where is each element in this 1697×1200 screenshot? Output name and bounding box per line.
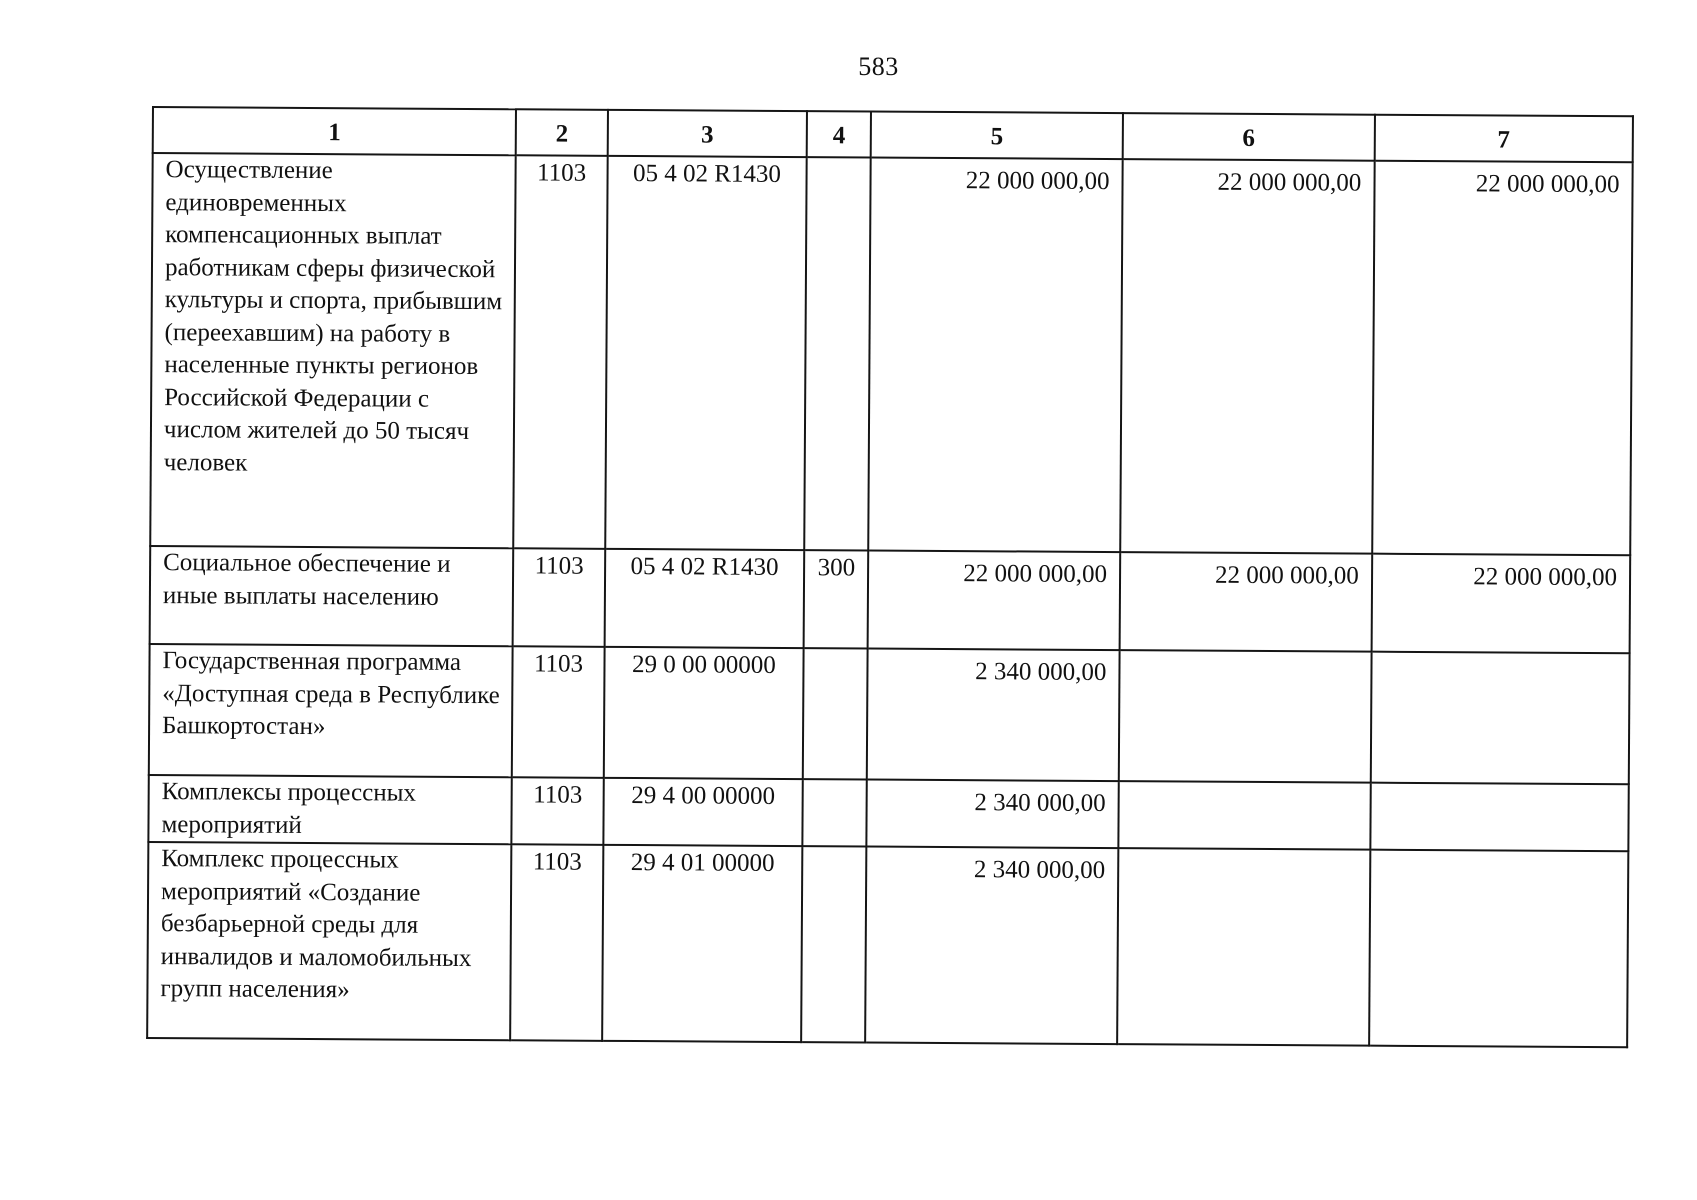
row-amount-col7	[1370, 652, 1629, 785]
page-number: 583	[858, 52, 899, 81]
row-name: Государственная программа «Доступная среда в Республике Башкортостан»	[149, 644, 513, 777]
row-amount-col6: 22 000 000,00	[1120, 159, 1374, 554]
row-expense-type	[803, 648, 868, 779]
row-name: Социальное обеспечение и иные выплаты населению	[150, 546, 514, 646]
row-target-code: 05 4 02 R1430	[604, 549, 804, 648]
row-target-code: 05 4 02 R1430	[605, 156, 807, 550]
table-row	[148, 775, 1628, 851]
column-header-1: 1	[153, 107, 517, 155]
row-amount-col6	[1119, 650, 1372, 783]
row-amount-col6	[1118, 781, 1370, 850]
column-header-5: 5	[871, 112, 1123, 160]
budget-table	[146, 106, 1634, 1048]
column-header-3: 3	[607, 110, 807, 157]
row-expense-type: 300	[804, 550, 869, 648]
row-target-code: 29 0 00 00000	[603, 647, 803, 779]
row-amount-col6: 22 000 000,00	[1120, 552, 1372, 652]
row-section: 1103	[514, 155, 608, 549]
row-name: Комплекс процессных мероприятий «Создание безбарьерной среды для инвалидов и маломобильных групп населения»	[147, 842, 512, 1040]
row-amount-col6	[1117, 848, 1370, 1046]
row-section: 1103	[511, 844, 603, 1041]
row-target-code: 29 4 00 00000	[603, 778, 803, 846]
row-amount-col5: 22 000 000,00	[868, 551, 1120, 651]
row-amount-col5: 2 340 000,00	[867, 780, 1119, 849]
column-header-4: 4	[807, 111, 871, 157]
row-amount-col5: 2 340 000,00	[867, 649, 1120, 782]
row-amount-col5: 2 340 000,00	[865, 847, 1118, 1045]
row-expense-type	[801, 846, 866, 1042]
row-section: 1103	[513, 548, 605, 647]
row-amount-col5: 22 000 000,00	[869, 158, 1123, 553]
row-target-code: 29 4 01 00000	[602, 845, 803, 1042]
column-header-2: 2	[516, 109, 607, 156]
table-row	[150, 153, 1632, 555]
row-name: Комплексы процессных мероприятий	[148, 775, 512, 844]
row-name: Осуществление единовременных компенсационных выплат работникам сферы физической культуры и спорта, прибывшим (переехавшим) на работу в населенные пункты регионов Российской Федерации с числом жителей до 50 тысяч человек	[150, 153, 516, 548]
table-row	[149, 644, 1630, 784]
row-amount-col7	[1370, 783, 1629, 852]
row-expense-type	[804, 157, 870, 550]
row-amount-col7	[1369, 850, 1629, 1048]
row-amount-col7: 22 000 000,00	[1372, 161, 1633, 556]
row-section: 1103	[512, 646, 604, 778]
column-header-6: 6	[1123, 113, 1375, 161]
row-section: 1103	[512, 777, 604, 845]
column-header-7: 7	[1374, 115, 1633, 163]
table-row	[147, 842, 1628, 1047]
table-row	[150, 546, 1631, 653]
row-amount-col7: 22 000 000,00	[1371, 554, 1630, 654]
row-expense-type	[803, 779, 867, 846]
